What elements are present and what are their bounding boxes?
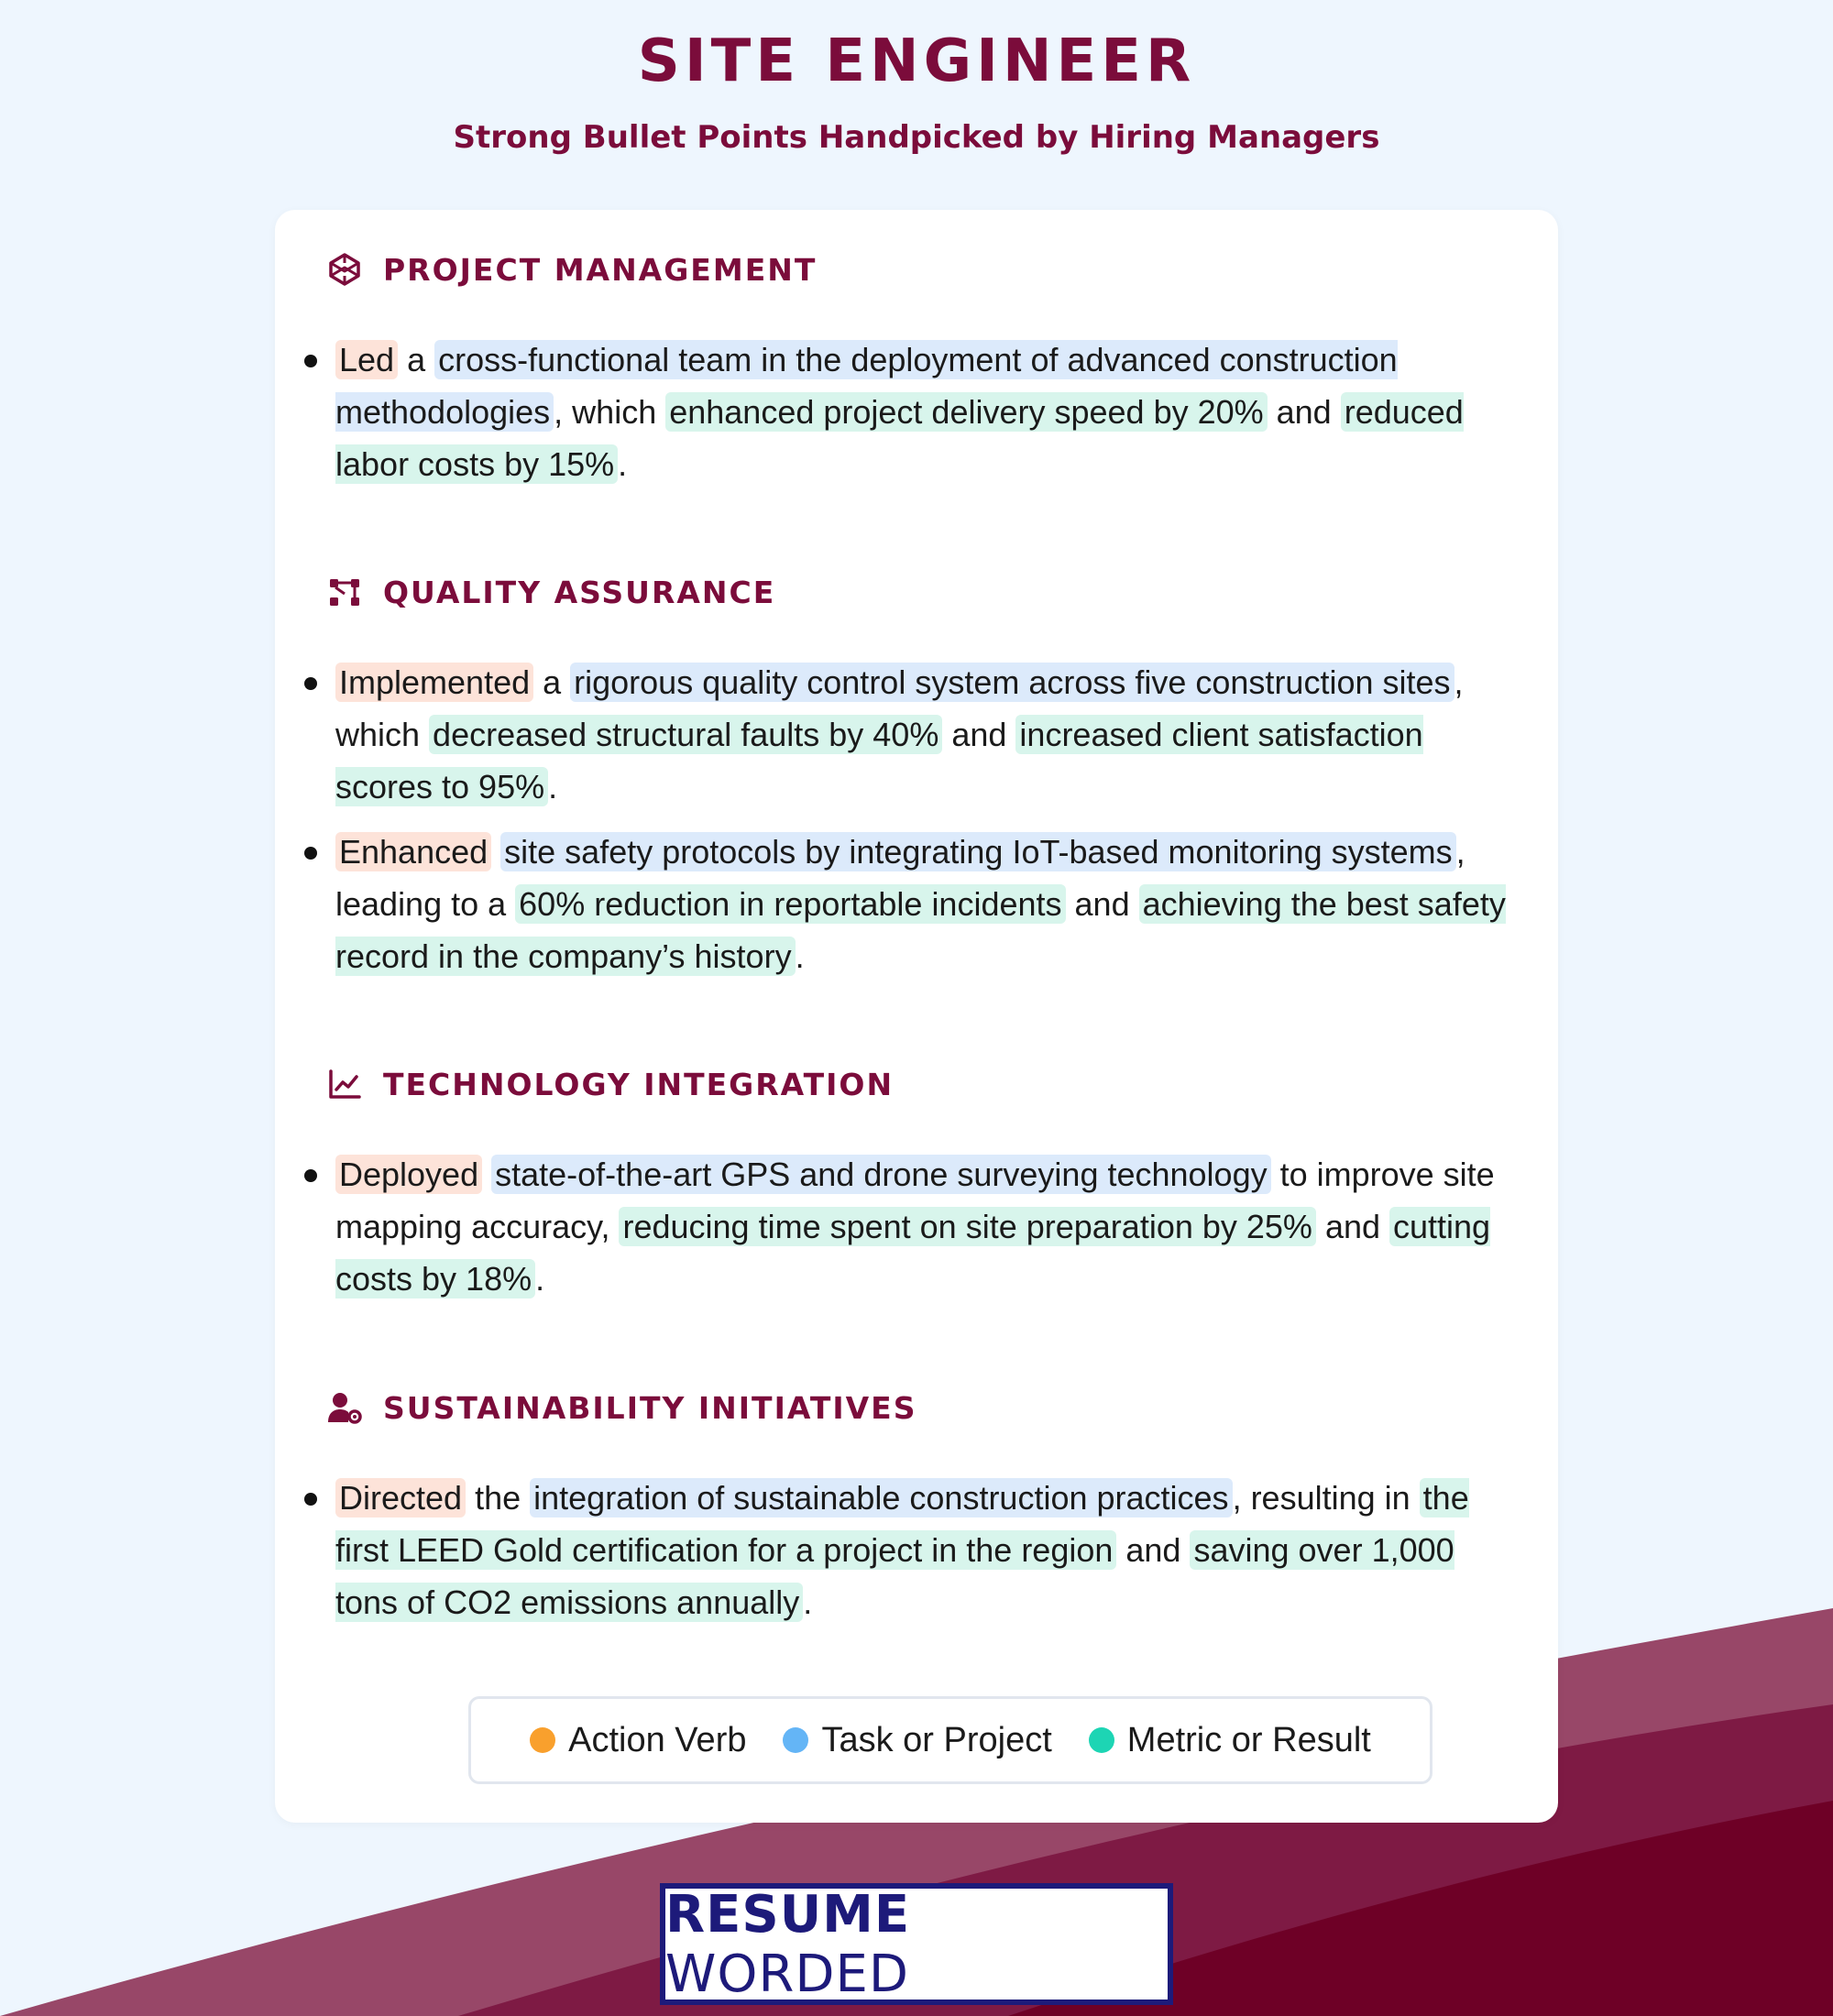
section-technology-integration [275,1057,1558,1318]
action-verb-highlight: Led [335,340,398,379]
bullet-text: a [398,341,435,378]
codepen-cube-icon [326,251,363,288]
bullet-list [275,1472,1558,1628]
legend-label: Action Verb [568,1720,747,1759]
bullet-list [275,334,1558,490]
section-title: TECHNOLOGY INTEGRATION [383,1066,895,1102]
page-header [0,27,1833,156]
task-highlight: integration of sustainable construction practices [530,1478,1232,1517]
bullet-item [275,656,1558,813]
metric-highlight: saving over 1,000 tons of CO2 emissions annually [335,1531,1454,1621]
section-project-management [275,242,1558,503]
task-highlight: state-of-the-art GPS and drone surveying technology [491,1155,1270,1194]
section-header [275,242,1558,297]
bullet-list [275,656,1558,982]
bullet-text: and [1267,393,1341,431]
legend-label: Metric or Result [1126,1720,1371,1759]
bullet-item [275,1148,1558,1305]
teal-dot-icon [1089,1727,1114,1753]
section-title: QUALITY ASSURANCE [383,574,776,610]
section-title: SUSTAINABILITY INITIATIVES [383,1389,917,1426]
resume-worded-logo[interactable] [660,1883,1173,2005]
metric-highlight: the first LEED Gold certification for a project in the region [335,1479,1469,1569]
user-gear-icon [326,1389,363,1426]
metric-highlight: 60% reduction in reportable incidents [515,884,1065,924]
task-highlight: cross-functional team in the deployment of advanced construction methodologies [335,341,1398,431]
line-chart-icon [326,1066,363,1102]
metric-highlight: achieving the best safety record in the company’s history [335,885,1506,975]
bullet-text: , which [335,663,1464,753]
bullet-text: . [548,768,558,805]
task-highlight: rigorous quality control system across five construction sites [570,663,1454,702]
action-verb-highlight: Implemented [335,663,533,702]
section-quality-assurance [275,564,1558,995]
bullet-points-card [275,210,1558,1823]
bullet-text: , resulting in [1232,1479,1420,1517]
bullet-item [275,1472,1558,1628]
bullet-text: , leading to a [335,833,1465,923]
bullet-text: the [466,1479,531,1517]
metric-highlight: cutting costs by 18% [335,1208,1491,1298]
orange-dot-icon [530,1727,555,1753]
metric-highlight: decreased structural faults by 40% [429,715,942,754]
metric-highlight: enhanced project delivery speed by 20% [665,392,1267,432]
section-header [275,1057,1558,1112]
page-subtitle: Strong Bullet Points Handpicked by Hiring Managers [453,119,1380,156]
bullet-text: and [942,716,1016,753]
logo-text: RESUME WORDED [665,1884,911,2004]
metric-highlight: reducing time spent on site preparation by 25% [619,1207,1315,1246]
bullet-text [482,1156,491,1193]
bullet-item [275,334,1558,490]
bullet-text: and [1065,885,1139,923]
highlight-legend [468,1696,1432,1784]
bullet-list [275,1148,1558,1305]
section-header [275,1380,1558,1435]
bullet-text: to improve site mapping accuracy, [335,1156,1495,1245]
bullet-text: . [618,445,628,483]
bullet-text: , which [554,393,666,431]
section-title: PROJECT MANAGEMENT [383,251,818,288]
legend-task-project [783,1721,1051,1760]
action-verb-highlight: Directed [335,1478,466,1517]
page-title: SITE ENGINEER [637,27,1196,95]
bullet-text [491,833,500,871]
legend-label: Task or Project [821,1720,1052,1759]
network-nodes-icon [326,574,363,610]
bullet-text: . [803,1583,813,1621]
section-header [275,564,1558,619]
legend-metric-result [1089,1721,1371,1760]
blue-dot-icon [783,1727,808,1753]
bullet-text: and [1315,1208,1390,1245]
action-verb-highlight: Enhanced [335,832,491,871]
bullet-item [275,826,1558,982]
bullet-text: . [535,1260,545,1298]
legend-action-verb [530,1721,746,1760]
task-highlight: site safety protocols by integrating IoT-based monitoring systems [500,832,1456,871]
bullet-text: . [795,937,805,975]
bullet-text: a [533,663,571,701]
action-verb-highlight: Deployed [335,1155,482,1194]
metric-highlight: increased client satisfaction scores to 95% [335,716,1423,805]
bullet-text: and [1116,1531,1191,1569]
section-sustainability-initiatives [275,1380,1558,1641]
metric-highlight: reduced labor costs by 15% [335,393,1464,483]
